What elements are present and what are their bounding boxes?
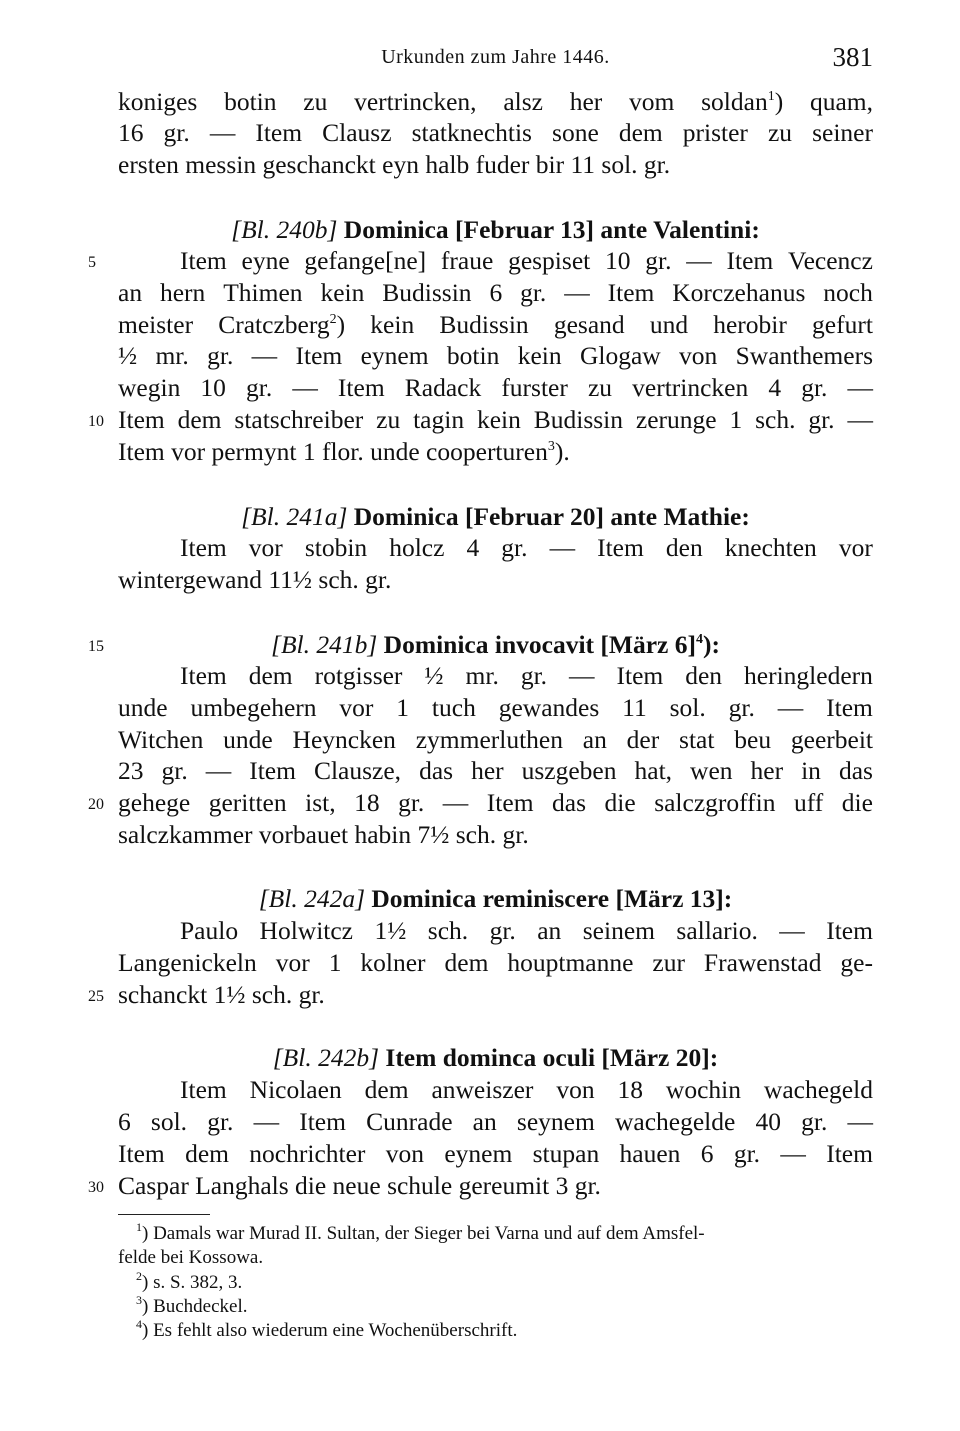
- line-number: 20: [88, 796, 104, 813]
- text-line: salczkammer vorbauet habin 7½ sch. gr.: [118, 820, 529, 849]
- footnote-rule: [118, 1214, 210, 1215]
- text-line: Item Nicolaen dem anweiszer von 18 wochin wachegeld: [180, 1075, 873, 1104]
- text-line: Witchen unde Heyncken zymmerluthen an der stat beu geerbeit: [118, 725, 873, 754]
- footnote: $^1$) Damals war Murad II. Sultan, der Sieger bei Varna und auf dem Amsfel-: [136, 1220, 705, 1244]
- text-line: schanckt 1½ sch. gr.: [118, 980, 325, 1009]
- text-line: Item dem rotgisser ½ mr. gr. — Item den heringledern: [180, 661, 873, 690]
- section-heading: [Bl. 240b] Dominica [Februar 13] ante Valentini:: [231, 215, 760, 244]
- section-heading: [Bl. 242a] Dominica reminiscere [März 13]:: [258, 884, 733, 913]
- footnote: $^4$) Es fehlt also wiederum eine Wochenüberschrift.: [136, 1317, 518, 1341]
- text-line: Caspar Langhals die neue schule gereumit 3 gr.: [118, 1171, 601, 1200]
- text-line: Item dem statschreiber zu tagin kein Budissin zerunge 1 sch. gr. —: [118, 405, 873, 434]
- text-line: koniges botin zu vertrincken, alsz her vom soldan$^1$) quam,: [118, 87, 873, 116]
- text-line: gehege geritten ist, 18 gr. — Item das die salczgroffin uff die: [118, 788, 873, 817]
- line-number: 25: [88, 988, 104, 1005]
- text-line: an hern Thimen kein Budissin 6 gr. — Item Korczehanus noch: [118, 278, 873, 307]
- text-line: ersten messin geschanckt eyn halb fuder bir 11 sol. gr.: [118, 150, 671, 179]
- line-number: 30: [88, 1179, 104, 1196]
- page-header: [118, 40, 873, 80]
- text-line: wegin 10 gr. — Item Radack furster zu vertrincken 4 gr. —: [118, 373, 873, 402]
- line-number: 10: [88, 413, 104, 430]
- page-number: 381: [832, 42, 873, 72]
- section-heading: [Bl. 241a] Dominica [Februar 20] ante Mathie:: [241, 502, 750, 531]
- section-heading: [Bl. 241b] Dominica invocavit [März 6]$^4$):: [271, 630, 720, 659]
- line-number: 5: [88, 254, 96, 271]
- text-line: Item vor stobin holcz 4 gr. — Item den knechten vor: [180, 533, 873, 562]
- footnote: $^2$) s. S. 382, 3.: [136, 1269, 243, 1293]
- text-line: Item eyne gefange[ne] fraue gespiset 10 gr. — Item Vecencz: [180, 246, 873, 275]
- text-line: 16 gr. — Item Clausz statknechtis sone dem prister zu seiner: [118, 118, 873, 147]
- text-line: Item dem nochrichter von eynem stupan hauen 6 gr. — Item: [118, 1139, 873, 1168]
- text-line: Langenickeln vor 1 kolner dem houptmanne zur Frawenstad ge-: [118, 948, 873, 977]
- text-line: wintergewand 11½ sch. gr.: [118, 565, 392, 594]
- line-number: 15: [88, 638, 104, 655]
- section-heading: [Bl. 242b] Item dominca oculi [März 20]:: [272, 1043, 719, 1072]
- running-head: Urkunden zum Jahre 1446.: [381, 46, 610, 68]
- text-line: unde umbegehern vor 1 tuch gewandes 11 sol. gr. — Item: [118, 693, 873, 722]
- text-line: ½ mr. gr. — Item eynem botin kein Glogaw von Swanthemers: [118, 341, 873, 370]
- footnote: $^3$) Buchdeckel.: [136, 1293, 248, 1317]
- text-line: Paulo Holwitcz 1½ sch. gr. an seinem sallario. — Item: [180, 916, 873, 945]
- footnote: felde bei Kossowa.: [118, 1247, 264, 1268]
- text-line: 6 sol. gr. — Item Cunrade an seynem wachegelde 40 gr. —: [118, 1107, 873, 1136]
- text-line: 23 gr. — Item Clausze, das her uszgeben hat, wen her in das: [118, 756, 873, 785]
- text-line: meister Cratczberg$^2$) kein Budissin gesand und herobir gefurt: [118, 310, 873, 339]
- text-line: Item vor permynt 1 flor. unde cooperturen$^3$).: [118, 437, 570, 466]
